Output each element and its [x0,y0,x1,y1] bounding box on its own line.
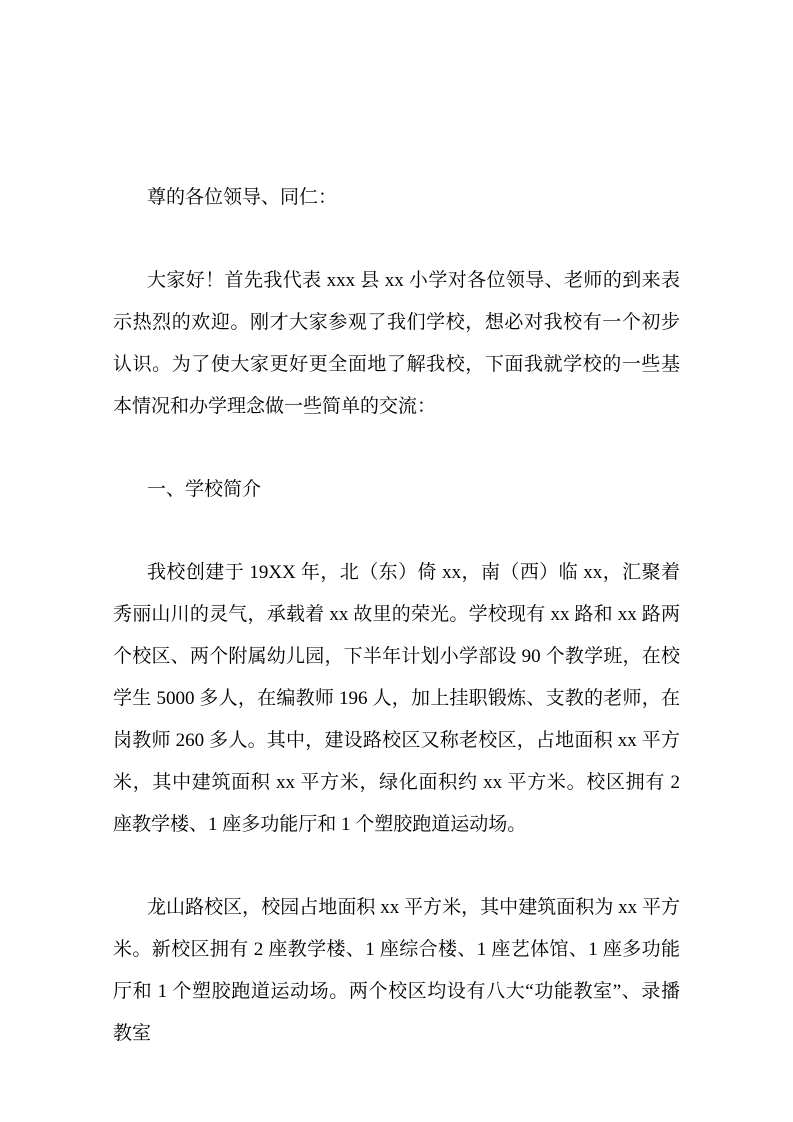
paragraph-school-overview: 我校创建于 19XX 年，北（东）倚 xx，南（西）临 xx，汇聚着秀丽山川的灵气，承载着 xx 故里的荣光。学校现有 xx 路和 xx 路两个校区、两个附属幼儿园，下半年计划小学部设 90 个教学班，在校学生 5000 多人，在编教师 196 人，加上挂职锻炼、支教的老师，在岗教师 260 多人。其中，建设路校区又称老校区，占地面积 xx 平方米，其中建筑面积 xx 平方米，绿化面积约 xx 平方米。校区拥有 2 座教学楼、1 座多功能厅和 1 个塑胶跑道运动场。 [113,562,680,835]
paragraph-longshan-campus: 龙山路校区，校园占地面积 xx 平方米，其中建筑面积为 xx 平方米。新校区拥有 2 座教学楼、1 座综合楼、1 座艺体馆、1 座多功能厅和 1 个塑胶跑道运动场。两个校区均设有八大“功能教室”、录播教室 [113,897,680,1044]
section-heading-school-intro: 一、学校简介 [147,479,262,500]
paragraph-greeting: 大家好！首先我代表 xxx 县 xx 小学对各位领导、老师的到来表示热烈的欢迎。刚才大家参观了我们学校，想必对我校有一个初步认识。为了使大家更好更全面地了解我校，下面我就学校的一些基本情况和办学理念做一些简单的交流： [113,270,680,417]
salutation-line: 尊的各位领导、同仁： [147,187,338,208]
